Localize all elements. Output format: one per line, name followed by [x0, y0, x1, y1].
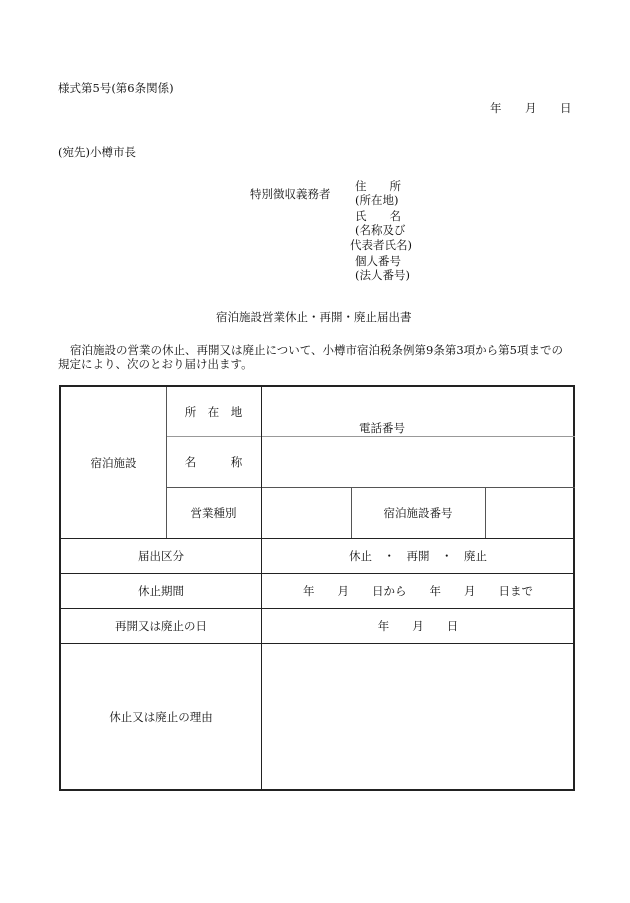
date-year-label: 年	[490, 101, 502, 115]
applicant-label-corp-name: (名称及び	[355, 223, 406, 237]
date-day-label: 日	[560, 101, 572, 115]
notice-form-table	[59, 385, 575, 791]
date-month-label: 月	[525, 101, 537, 115]
suspension-period-label: 休止期間	[138, 583, 184, 598]
applicant-label-location: (所在地)	[355, 193, 399, 207]
resume-or-abolish-date-value[interactable]: 年 月 日	[377, 618, 459, 633]
reason-label: 休止又は廃止の理由	[109, 710, 213, 724]
business-type-label: 営業種別	[190, 505, 237, 520]
body-text-line2: 規定により、次のとおり届け出ます。	[58, 357, 253, 371]
name-label: 名 称	[184, 454, 243, 469]
applicant-role: 特別徴収義務者	[250, 187, 331, 201]
body-text-line1: 宿泊施設の営業の休止、再開又は廃止について、小樽市宿泊税条例第9条第3項から第5項までの	[70, 343, 563, 357]
location-label: 所 在 地	[184, 404, 243, 419]
applicant-label-representative: 代表者氏名)	[350, 238, 412, 252]
form-number: 様式第5号(第6条関係)	[58, 81, 174, 95]
resume-or-abolish-date-label: 再開又は廃止の日	[115, 618, 207, 633]
notice-type-label: 届出区分	[138, 548, 184, 563]
facility-number-input[interactable]	[485, 487, 575, 538]
applicant-label-address: 住 所	[355, 179, 401, 193]
document-title: 宿泊施設営業休止・再開・廃止届出書	[216, 310, 412, 324]
business-type-input[interactable]	[261, 487, 351, 538]
phone-label: 電話番号	[359, 421, 405, 435]
facility-label: 宿泊施設	[90, 455, 137, 470]
applicant-label-name: 氏 名	[355, 209, 401, 223]
name-input[interactable]	[261, 436, 575, 487]
location-input[interactable]	[261, 387, 575, 436]
suspension-period-value[interactable]: 年 月 日から 年 月 日まで	[303, 583, 533, 598]
applicant-label-corporate-number: (法人番号)	[355, 268, 410, 282]
facility-number-label: 宿泊施設番号	[383, 505, 453, 520]
applicant-label-personal-number: 個人番号	[355, 254, 401, 268]
notice-type-options[interactable]: 休止 ・ 再開 ・ 廃止	[349, 548, 487, 563]
addressee: (宛先)小樽市長	[58, 145, 136, 159]
reason-input[interactable]	[261, 643, 575, 791]
